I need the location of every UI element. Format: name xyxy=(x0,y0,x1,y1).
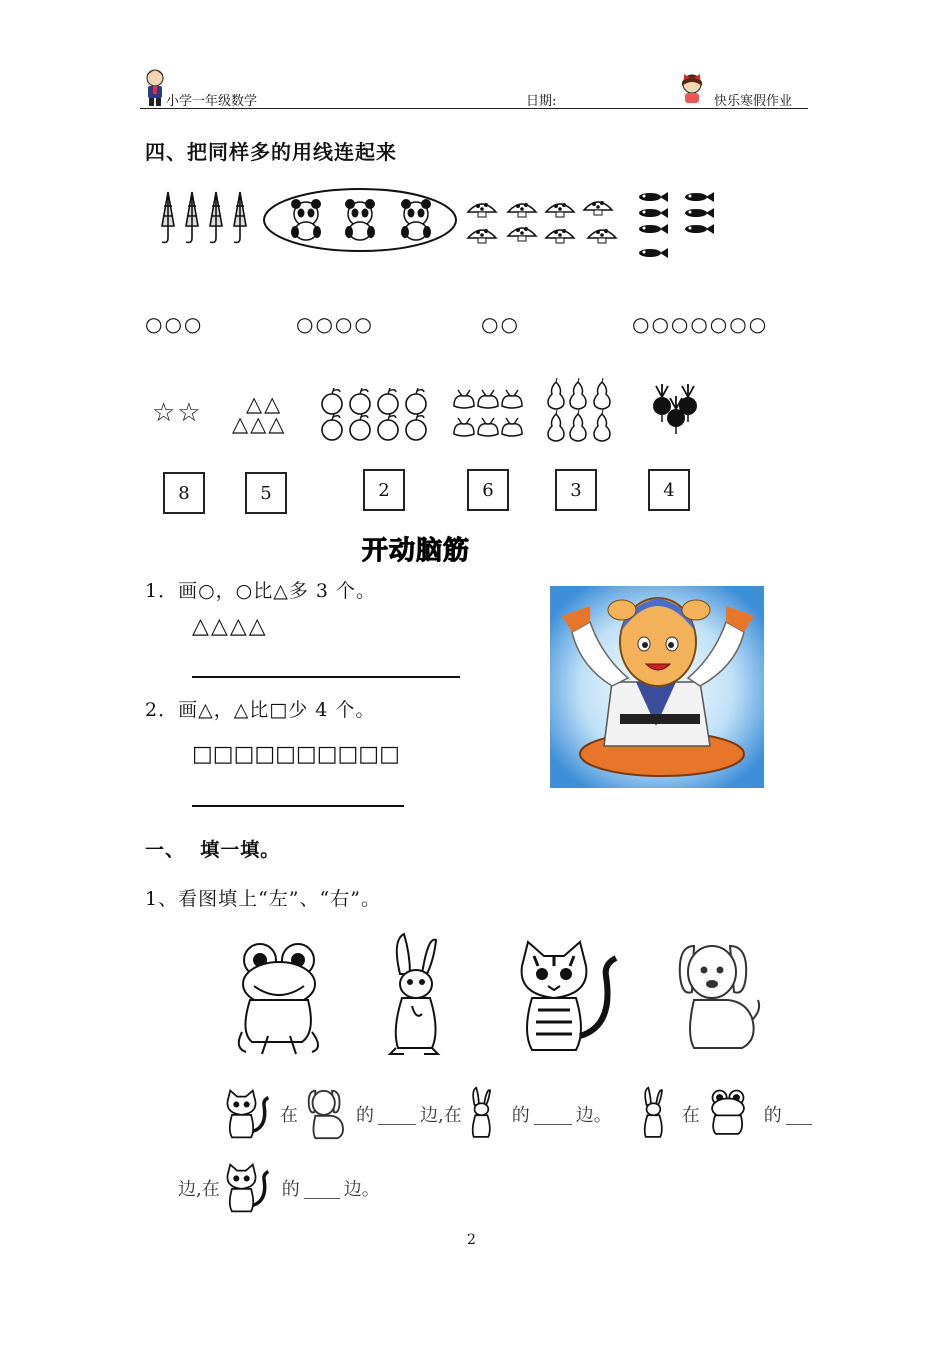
frog-icon xyxy=(232,936,326,1058)
header-rule xyxy=(140,108,808,109)
mushroom-group-icon xyxy=(466,196,626,250)
answer-blank-3[interactable] xyxy=(786,1104,812,1125)
word-bian-dot: 边。 xyxy=(575,1105,612,1126)
panda-group-icon xyxy=(262,186,458,254)
cat-small-icon-2 xyxy=(224,1162,272,1214)
fish-group-icon xyxy=(636,190,720,262)
number-box-4: 6 xyxy=(467,469,509,511)
number-box-3: 2 xyxy=(363,469,405,511)
section-4-title: 四、把同样多的用线连起来 xyxy=(145,140,397,164)
answer-blank-4[interactable] xyxy=(304,1178,340,1199)
rabbit-small-icon xyxy=(466,1086,496,1142)
section-1-q1-text: 1、看图填上“左”、“右”。 xyxy=(145,888,381,910)
brain-q2-shapes: □□□□□□□□□□ xyxy=(192,742,400,767)
peach-group-icon xyxy=(452,384,524,444)
number-box-2: 5 xyxy=(245,472,287,514)
answer-blank-2[interactable] xyxy=(534,1104,572,1125)
section-1-title: 一、 填一填。 xyxy=(145,839,281,861)
brain-q1-answer-line[interactable] xyxy=(192,676,460,678)
cat-small-icon xyxy=(224,1088,272,1140)
word-de-2: 的 xyxy=(511,1105,530,1126)
word-de-1: 的 xyxy=(356,1105,374,1126)
dog-icon xyxy=(672,940,762,1052)
frog-small-icon xyxy=(706,1087,750,1141)
left-right-sentence-line-2 xyxy=(178,1160,438,1216)
brain-teaser-title: 开动脑筋 xyxy=(362,536,471,566)
boy-avatar-icon xyxy=(142,68,168,108)
word-bian-zai-2: 边,在 xyxy=(178,1179,220,1200)
number-box-5: 3 xyxy=(555,469,597,511)
circle-group-2: ○○○○ xyxy=(296,312,374,336)
star-group: ☆☆ xyxy=(152,398,203,428)
circle-group-1: ○○○ xyxy=(145,312,204,336)
circle-group-3: ○○ xyxy=(481,312,520,336)
word-de-4: 的 xyxy=(281,1179,300,1200)
word-bian-zai: 边,在 xyxy=(420,1105,462,1126)
header-date-label: 日期: xyxy=(526,94,557,109)
word-zai-1: 在 xyxy=(280,1105,298,1126)
radish-group-icon xyxy=(650,380,712,442)
page-number: 2 xyxy=(467,1232,476,1248)
word-bian-end: 边。 xyxy=(343,1179,380,1200)
rabbit-small-icon-2 xyxy=(638,1086,668,1142)
apple-group-icon xyxy=(320,388,436,444)
brain-q2-text: 2．画△，△比□少 4 个。 xyxy=(145,699,376,721)
dog-small-icon xyxy=(304,1088,348,1140)
brain-q1-shapes: △△△△ xyxy=(192,614,268,639)
rabbit-icon xyxy=(382,930,448,1060)
word-de-3: 的 xyxy=(763,1105,782,1126)
triangle-row-bottom: △△△ xyxy=(232,412,287,436)
number-box-6: 4 xyxy=(648,469,690,511)
number-box-1: 8 xyxy=(163,472,205,514)
cat-icon xyxy=(514,936,624,1056)
circle-group-4: ○○○○○○○ xyxy=(632,312,769,336)
brain-q2-answer-line[interactable] xyxy=(192,805,404,807)
header xyxy=(140,62,810,112)
pear-group-icon xyxy=(545,378,615,444)
word-zai-2: 在 xyxy=(681,1105,700,1126)
left-right-sentence-line-1 xyxy=(224,1086,834,1142)
girl-avatar-icon xyxy=(678,72,706,106)
thinking-boy-illustration xyxy=(550,586,764,788)
header-right-label: 快乐寒假作业 xyxy=(714,94,793,109)
header-left-label: 小学一年级数学 xyxy=(166,94,258,109)
brain-q1-text: 1．画○，○比△多 3 个。 xyxy=(145,580,377,602)
answer-blank-1[interactable] xyxy=(378,1104,416,1125)
triangle-row-top: △△ xyxy=(246,392,283,416)
umbrella-group-icon xyxy=(158,186,254,250)
